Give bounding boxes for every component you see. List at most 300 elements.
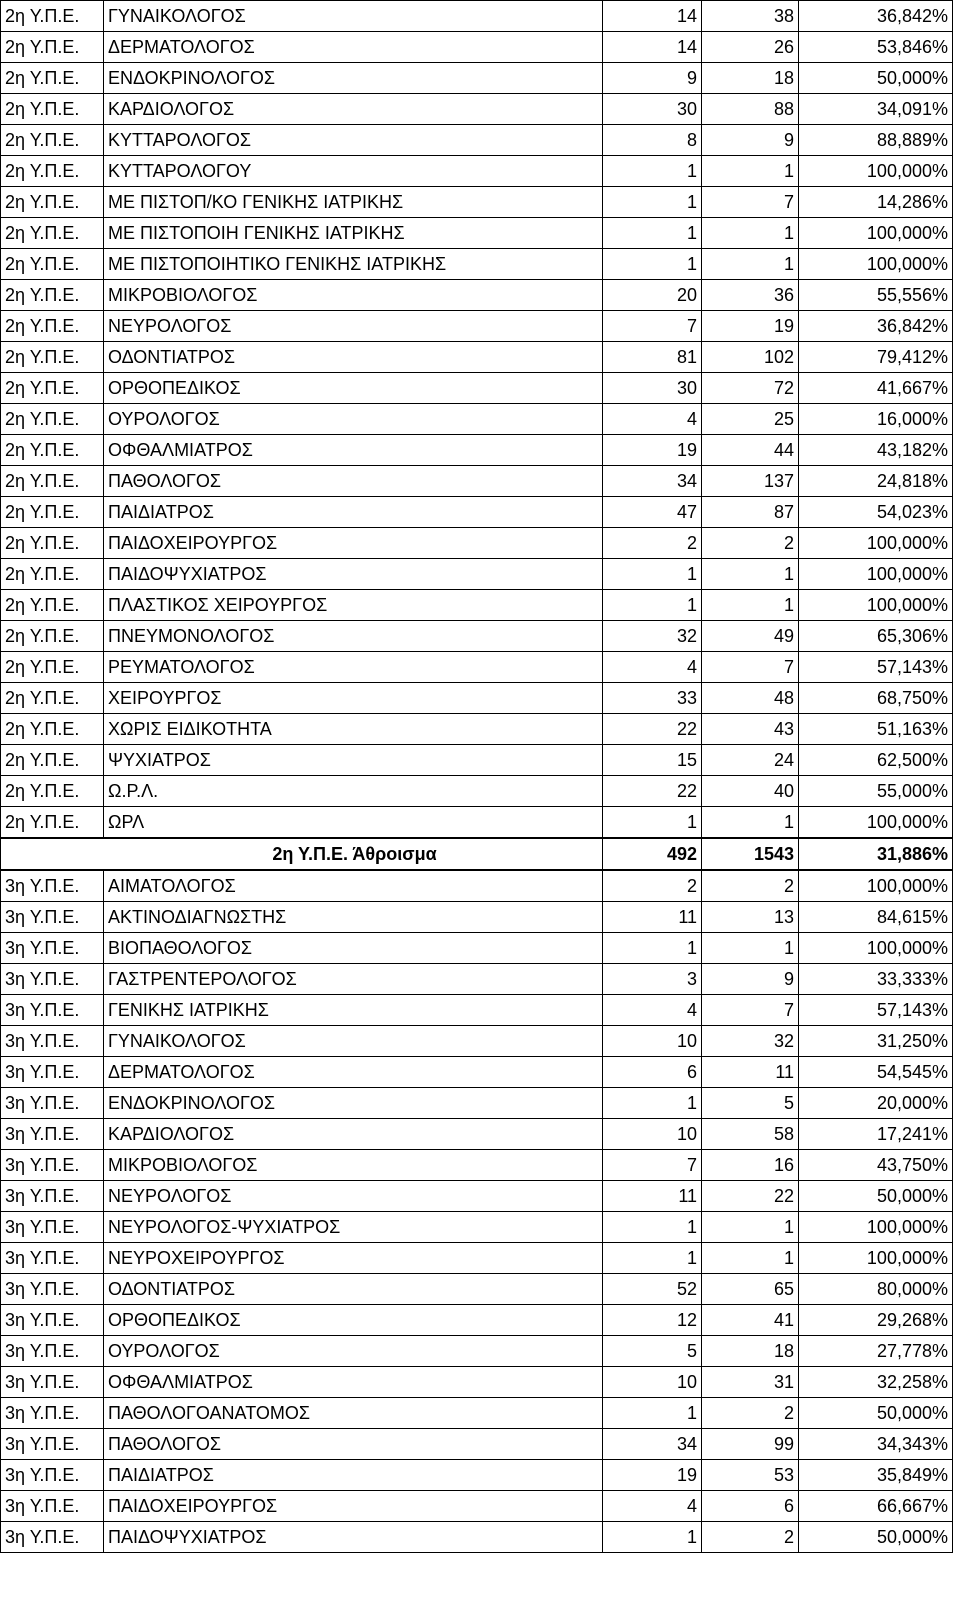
count-b-cell: 24 <box>702 745 799 776</box>
table-row <box>1 590 953 621</box>
region-cell: 2η Υ.Π.Ε. <box>1 621 104 652</box>
region-cell: 3η Υ.Π.Ε. <box>1 1429 104 1460</box>
region-cell: 2η Υ.Π.Ε. <box>1 63 104 94</box>
count-b-cell: 41 <box>702 1305 799 1336</box>
count-b-cell: 1 <box>702 590 799 621</box>
specialty-cell: ΧΕΙΡΟΥΡΓΟΣ <box>104 683 603 714</box>
table-row <box>1 652 953 683</box>
table-row <box>1 404 953 435</box>
count-a-cell: 34 <box>603 466 702 497</box>
percentage-cell: 100,000% <box>799 218 953 249</box>
count-b-cell: 7 <box>702 187 799 218</box>
count-a-cell: 81 <box>603 342 702 373</box>
region-cell: 3η Υ.Π.Ε. <box>1 1119 104 1150</box>
percentage-cell: 41,667% <box>799 373 953 404</box>
count-b-cell: 137 <box>702 466 799 497</box>
count-a-cell: 7 <box>603 1150 702 1181</box>
table-row <box>1 218 953 249</box>
count-a-cell: 4 <box>603 404 702 435</box>
percentage-cell: 100,000% <box>799 870 953 902</box>
table-row <box>1 342 953 373</box>
percentage-cell: 35,849% <box>799 1460 953 1491</box>
region-cell: 3η Υ.Π.Ε. <box>1 964 104 995</box>
region-cell: 2η Υ.Π.Ε. <box>1 125 104 156</box>
count-a-cell: 30 <box>603 373 702 404</box>
percentage-cell: 36,842% <box>799 1 953 32</box>
percentage-cell: 50,000% <box>799 1181 953 1212</box>
percentage-cell: 55,000% <box>799 776 953 807</box>
specialty-cell: ΟΦΘΑΛΜΙΑΤΡΟΣ <box>104 435 603 466</box>
count-b-cell: 2 <box>702 528 799 559</box>
count-a-cell: 10 <box>603 1026 702 1057</box>
table-row <box>1 94 953 125</box>
count-a-cell: 1 <box>603 249 702 280</box>
table-row <box>1 1181 953 1212</box>
table-row <box>1 1057 953 1088</box>
specialty-cell: ΠΑΙΔΟΧΕΙΡΟΥΡΓΟΣ <box>104 1491 603 1522</box>
count-a-cell: 3 <box>603 964 702 995</box>
count-b-cell: 49 <box>702 621 799 652</box>
table-row <box>1 1212 953 1243</box>
specialty-cell: ΠΑΙΔΟΨΥΧΙΑΤΡΟΣ <box>104 1522 603 1553</box>
count-a-cell: 1 <box>603 1522 702 1553</box>
specialty-cell: ΠΛΑΣΤΙΚΟΣ ΧΕΙΡΟΥΡΓΟΣ <box>104 590 603 621</box>
count-b-cell: 65 <box>702 1274 799 1305</box>
count-a-cell: 10 <box>603 1119 702 1150</box>
region-cell: 2η Υ.Π.Ε. <box>1 94 104 125</box>
specialty-cell: ΠΝΕΥΜΟΝΟΛΟΓΟΣ <box>104 621 603 652</box>
percentage-cell: 68,750% <box>799 683 953 714</box>
count-b-cell: 72 <box>702 373 799 404</box>
table-row <box>1 1 953 32</box>
count-a-cell: 32 <box>603 621 702 652</box>
specialty-cell: ΚΑΡΔΙΟΛΟΓΟΣ <box>104 1119 603 1150</box>
count-a-cell: 14 <box>603 32 702 63</box>
percentage-cell: 50,000% <box>799 1398 953 1429</box>
count-a-cell: 33 <box>603 683 702 714</box>
table-row <box>1 1119 953 1150</box>
count-a-cell: 6 <box>603 1057 702 1088</box>
region-cell: 2η Υ.Π.Ε. <box>1 745 104 776</box>
percentage-cell: 34,343% <box>799 1429 953 1460</box>
region-cell: 3η Υ.Π.Ε. <box>1 1522 104 1553</box>
count-a-cell: 9 <box>603 63 702 94</box>
count-b-cell: 2 <box>702 1522 799 1553</box>
region-cell: 2η Υ.Π.Ε. <box>1 807 104 839</box>
region-cell: 2η Υ.Π.Ε. <box>1 373 104 404</box>
count-b-cell: 2 <box>702 870 799 902</box>
percentage-cell: 32,258% <box>799 1367 953 1398</box>
specialty-cell: ΟΔΟΝΤΙΑΤΡΟΣ <box>104 342 603 373</box>
percentage-cell: 31,250% <box>799 1026 953 1057</box>
specialty-cell: ΟΥΡΟΛΟΓΟΣ <box>104 1336 603 1367</box>
region-cell: 2η Υ.Π.Ε. <box>1 187 104 218</box>
region-cell: 3η Υ.Π.Ε. <box>1 1460 104 1491</box>
specialty-cell: ΜΕ ΠΙΣΤΟΠΟΙΗΤΙΚΟ ΓΕΝΙΚΗΣ ΙΑΤΡΙΚΗΣ <box>104 249 603 280</box>
region-cell: 2η Υ.Π.Ε. <box>1 559 104 590</box>
percentage-cell: 100,000% <box>799 1243 953 1274</box>
specialty-cell: ΠΑΙΔΟΧΕΙΡΟΥΡΓΟΣ <box>104 528 603 559</box>
region-cell: 2η Υ.Π.Ε. <box>1 528 104 559</box>
table-row <box>1 1305 953 1336</box>
table-row <box>1 1460 953 1491</box>
count-b-cell: 7 <box>702 995 799 1026</box>
percentage-cell: 33,333% <box>799 964 953 995</box>
table-row <box>1 776 953 807</box>
count-b-cell: 11 <box>702 1057 799 1088</box>
specialty-cell: ΠΑΙΔΟΨΥΧΙΑΤΡΟΣ <box>104 559 603 590</box>
specialty-cell: ΜΕ ΠΙΣΤΟΠ/ΚΟ ΓΕΝΙΚΗΣ ΙΑΤΡΙΚΗΣ <box>104 187 603 218</box>
percentage-cell: 50,000% <box>799 63 953 94</box>
table-row <box>1 1274 953 1305</box>
count-a-cell: 22 <box>603 776 702 807</box>
region-cell: 2η Υ.Π.Ε. <box>1 311 104 342</box>
count-b-cell: 18 <box>702 63 799 94</box>
percentage-cell: 100,000% <box>799 590 953 621</box>
table-row <box>1 1398 953 1429</box>
table-row <box>1 1026 953 1057</box>
specialty-cell: ΟΡΘΟΠΕΔΙΚΟΣ <box>104 373 603 404</box>
count-a-cell: 11 <box>603 1181 702 1212</box>
region-cell: 2η Υ.Π.Ε. <box>1 683 104 714</box>
table-row <box>1 1336 953 1367</box>
count-b-cell: 9 <box>702 964 799 995</box>
table-row <box>1 559 953 590</box>
specialty-cell: ΜΙΚΡΟΒΙΟΛΟΓΟΣ <box>104 1150 603 1181</box>
percentage-cell: 84,615% <box>799 902 953 933</box>
region-cell: 3η Υ.Π.Ε. <box>1 1398 104 1429</box>
table-row <box>1 187 953 218</box>
count-a-cell: 4 <box>603 995 702 1026</box>
table-row <box>1 497 953 528</box>
count-b-cell: 1 <box>702 1243 799 1274</box>
specialty-cell: ΝΕΥΡΟΛΟΓΟΣ <box>104 311 603 342</box>
percentage-cell: 53,846% <box>799 32 953 63</box>
count-a-cell: 1 <box>603 1212 702 1243</box>
specialty-cell: ΠΑΘΟΛΟΓΟΑΝΑΤΟΜΟΣ <box>104 1398 603 1429</box>
region-cell: 3η Υ.Π.Ε. <box>1 1150 104 1181</box>
count-b-cell: 36 <box>702 280 799 311</box>
percentage-cell: 43,182% <box>799 435 953 466</box>
percentage-cell: 54,023% <box>799 497 953 528</box>
count-a-cell: 1 <box>603 933 702 964</box>
count-a-cell: 11 <box>603 902 702 933</box>
count-a-cell: 10 <box>603 1367 702 1398</box>
percentage-cell: 27,778% <box>799 1336 953 1367</box>
table-row <box>1 1243 953 1274</box>
count-b-cell: 99 <box>702 1429 799 1460</box>
table-row <box>1 156 953 187</box>
specialty-cell: Ω.Ρ.Λ. <box>104 776 603 807</box>
count-b-cell: 31 <box>702 1367 799 1398</box>
count-a-cell: 15 <box>603 745 702 776</box>
percentage-cell: 100,000% <box>799 807 953 839</box>
count-b-cell: 44 <box>702 435 799 466</box>
percentage-cell: 57,143% <box>799 652 953 683</box>
table-row <box>1 933 953 964</box>
specialty-cell: ΕΝΔΟΚΡΙΝΟΛΟΓΟΣ <box>104 63 603 94</box>
percentage-cell: 14,286% <box>799 187 953 218</box>
count-b-cell: 87 <box>702 497 799 528</box>
region-cell: 2η Υ.Π.Ε. <box>1 156 104 187</box>
percentage-cell: 65,306% <box>799 621 953 652</box>
region-cell: 3η Υ.Π.Ε. <box>1 902 104 933</box>
table-row <box>1 714 953 745</box>
specialty-cell: ΧΩΡΙΣ ΕΙΔΙΚΟΤΗΤΑ <box>104 714 603 745</box>
percentage-cell: 100,000% <box>799 156 953 187</box>
count-b-cell: 88 <box>702 94 799 125</box>
count-b-cell: 25 <box>702 404 799 435</box>
specialty-cell: ΠΑΙΔΙΑΤΡΟΣ <box>104 1460 603 1491</box>
percentage-cell: 57,143% <box>799 995 953 1026</box>
count-a-cell: 5 <box>603 1336 702 1367</box>
count-a-cell: 34 <box>603 1429 702 1460</box>
count-a-cell: 1 <box>603 1243 702 1274</box>
percentage-cell: 24,818% <box>799 466 953 497</box>
percentage-cell: 80,000% <box>799 1274 953 1305</box>
region-cell: 2η Υ.Π.Ε. <box>1 590 104 621</box>
count-a-cell: 4 <box>603 652 702 683</box>
region-cell: 3η Υ.Π.Ε. <box>1 1491 104 1522</box>
count-a-cell: 1 <box>603 807 702 839</box>
percentage-cell: 62,500% <box>799 745 953 776</box>
specialty-cell: ΓΕΝΙΚΗΣ ΙΑΤΡΙΚΗΣ <box>104 995 603 1026</box>
count-a-cell: 52 <box>603 1274 702 1305</box>
count-a-cell: 1 <box>603 218 702 249</box>
percentage-cell: 34,091% <box>799 94 953 125</box>
total-label-cell: 2η Υ.Π.Ε. Άθροισμα <box>1 838 603 870</box>
table-row <box>1 435 953 466</box>
specialty-cell: ΚΑΡΔΙΟΛΟΓΟΣ <box>104 94 603 125</box>
specialty-cell: ΓΥΝΑΙΚΟΛΟΓΟΣ <box>104 1026 603 1057</box>
region-cell: 3η Υ.Π.Ε. <box>1 1243 104 1274</box>
table-row <box>1 995 953 1026</box>
specialty-cell: ΟΥΡΟΛΟΓΟΣ <box>104 404 603 435</box>
percentage-cell: 66,667% <box>799 1491 953 1522</box>
specialty-cell: ΔΕΡΜΑΤΟΛΟΓΟΣ <box>104 1057 603 1088</box>
count-b-cell: 40 <box>702 776 799 807</box>
region-cell: 3η Υ.Π.Ε. <box>1 1057 104 1088</box>
percentage-cell: 79,412% <box>799 342 953 373</box>
table-row <box>1 311 953 342</box>
count-a-cell: 1 <box>603 156 702 187</box>
table-row <box>1 1150 953 1181</box>
specialty-cell: ΔΕΡΜΑΤΟΛΟΓΟΣ <box>104 32 603 63</box>
table-row <box>1 528 953 559</box>
percentage-cell: 100,000% <box>799 249 953 280</box>
specialty-cell: ΜΕ ΠΙΣΤΟΠΟΙΗ ΓΕΝΙΚΗΣ ΙΑΤΡΙΚΗΣ <box>104 218 603 249</box>
percentage-cell: 36,842% <box>799 311 953 342</box>
table-row <box>1 466 953 497</box>
count-a-cell: 4 <box>603 1491 702 1522</box>
region-cell: 2η Υ.Π.Ε. <box>1 404 104 435</box>
table-row <box>1 1367 953 1398</box>
region-cell: 2η Υ.Π.Ε. <box>1 342 104 373</box>
count-b-cell: 5 <box>702 1088 799 1119</box>
count-a-cell: 47 <box>603 497 702 528</box>
count-a-cell: 2 <box>603 528 702 559</box>
region-cell: 3η Υ.Π.Ε. <box>1 1336 104 1367</box>
table-row <box>1 280 953 311</box>
count-b-cell: 32 <box>702 1026 799 1057</box>
region-cell: 2η Υ.Π.Ε. <box>1 497 104 528</box>
table-row <box>1 870 953 902</box>
count-b-cell: 9 <box>702 125 799 156</box>
count-b-cell: 38 <box>702 1 799 32</box>
region-cell: 3η Υ.Π.Ε. <box>1 933 104 964</box>
specialty-cell: ΨΥΧΙΑΤΡΟΣ <box>104 745 603 776</box>
percentage-cell: 100,000% <box>799 528 953 559</box>
table-row <box>1 1429 953 1460</box>
count-a-cell: 1 <box>603 1398 702 1429</box>
count-a-cell: 1 <box>603 590 702 621</box>
table-row <box>1 32 953 63</box>
table-row <box>1 621 953 652</box>
count-a-cell: 1 <box>603 1088 702 1119</box>
percentage-cell: 88,889% <box>799 125 953 156</box>
specialty-cell: ΒΙΟΠΑΘΟΛΟΓΟΣ <box>104 933 603 964</box>
count-b-cell: 22 <box>702 1181 799 1212</box>
count-b-cell: 2 <box>702 1398 799 1429</box>
specialty-cell: ΝΕΥΡΟΛΟΓΟΣ <box>104 1181 603 1212</box>
specialty-cell: ΚΥΤΤΑΡΟΛΟΓΟΥ <box>104 156 603 187</box>
specialty-cell: ΟΦΘΑΛΜΙΑΤΡΟΣ <box>104 1367 603 1398</box>
count-a-cell: 19 <box>603 1460 702 1491</box>
count-b-cell: 6 <box>702 1491 799 1522</box>
region-cell: 2η Υ.Π.Ε. <box>1 714 104 745</box>
table-row <box>1 683 953 714</box>
total-row <box>1 838 953 870</box>
table-row <box>1 1522 953 1553</box>
count-a-cell: 12 <box>603 1305 702 1336</box>
region-cell: 2η Υ.Π.Ε. <box>1 652 104 683</box>
count-b-cell: 7 <box>702 652 799 683</box>
table-row <box>1 1491 953 1522</box>
percentage-cell: 17,241% <box>799 1119 953 1150</box>
count-a-cell: 1 <box>603 559 702 590</box>
count-a-cell: 22 <box>603 714 702 745</box>
count-b-cell: 43 <box>702 714 799 745</box>
count-a-cell: 1 <box>603 187 702 218</box>
region-cell: 2η Υ.Π.Ε. <box>1 466 104 497</box>
count-a-cell: 14 <box>603 1 702 32</box>
count-b-cell: 1 <box>702 559 799 590</box>
count-b-cell: 1 <box>702 1212 799 1243</box>
region-cell: 2η Υ.Π.Ε. <box>1 249 104 280</box>
region-cell: 2η Υ.Π.Ε. <box>1 435 104 466</box>
region-cell: 2η Υ.Π.Ε. <box>1 218 104 249</box>
count-b-cell: 58 <box>702 1119 799 1150</box>
table-row <box>1 125 953 156</box>
percentage-cell: 54,545% <box>799 1057 953 1088</box>
specialty-cell: ΚΥΤΤΑΡΟΛΟΓΟΣ <box>104 125 603 156</box>
specialty-cell: ΑΙΜΑΤΟΛΟΓΟΣ <box>104 870 603 902</box>
count-b-cell: 1 <box>702 933 799 964</box>
count-b-cell: 1 <box>702 156 799 187</box>
percentage-cell: 29,268% <box>799 1305 953 1336</box>
specialty-cell: ΠΑΘΟΛΟΓΟΣ <box>104 466 603 497</box>
percentage-cell: 43,750% <box>799 1150 953 1181</box>
percentage-cell: 20,000% <box>799 1088 953 1119</box>
total-count-b-cell: 1543 <box>702 838 799 870</box>
count-b-cell: 48 <box>702 683 799 714</box>
specialty-cell: ΑΚΤΙΝΟΔΙΑΓΝΩΣΤΗΣ <box>104 902 603 933</box>
region-cell: 2η Υ.Π.Ε. <box>1 1 104 32</box>
count-b-cell: 1 <box>702 218 799 249</box>
specialty-cell: ΕΝΔΟΚΡΙΝΟΛΟΓΟΣ <box>104 1088 603 1119</box>
percentage-cell: 100,000% <box>799 1212 953 1243</box>
count-b-cell: 1 <box>702 249 799 280</box>
total-percentage-cell: 31,886% <box>799 838 953 870</box>
count-b-cell: 16 <box>702 1150 799 1181</box>
count-a-cell: 2 <box>603 870 702 902</box>
count-b-cell: 19 <box>702 311 799 342</box>
percentage-cell: 100,000% <box>799 559 953 590</box>
region-cell: 3η Υ.Π.Ε. <box>1 870 104 902</box>
specialty-cell: ΓΥΝΑΙΚΟΛΟΓΟΣ <box>104 1 603 32</box>
region-cell: 3η Υ.Π.Ε. <box>1 1181 104 1212</box>
region-cell: 3η Υ.Π.Ε. <box>1 1367 104 1398</box>
table-row <box>1 745 953 776</box>
region-cell: 2η Υ.Π.Ε. <box>1 280 104 311</box>
region-cell: 3η Υ.Π.Ε. <box>1 1088 104 1119</box>
specialty-cell: ΓΑΣΤΡΕΝΤΕΡΟΛΟΓΟΣ <box>104 964 603 995</box>
count-b-cell: 53 <box>702 1460 799 1491</box>
specialty-cell: ΝΕΥΡΟΧΕΙΡΟΥΡΓΟΣ <box>104 1243 603 1274</box>
count-a-cell: 19 <box>603 435 702 466</box>
region-cell: 2η Υ.Π.Ε. <box>1 32 104 63</box>
region-cell: 2η Υ.Π.Ε. <box>1 776 104 807</box>
count-b-cell: 102 <box>702 342 799 373</box>
specialty-cell: ΟΡΘΟΠΕΔΙΚΟΣ <box>104 1305 603 1336</box>
region-cell: 3η Υ.Π.Ε. <box>1 995 104 1026</box>
percentage-cell: 51,163% <box>799 714 953 745</box>
table-row <box>1 1088 953 1119</box>
percentage-cell: 50,000% <box>799 1522 953 1553</box>
table-row <box>1 373 953 404</box>
count-a-cell: 8 <box>603 125 702 156</box>
count-b-cell: 13 <box>702 902 799 933</box>
specialty-cell: ΝΕΥΡΟΛΟΓΟΣ-ΨΥΧΙΑΤΡΟΣ <box>104 1212 603 1243</box>
table-row <box>1 249 953 280</box>
percentage-cell: 55,556% <box>799 280 953 311</box>
specialty-cell: ΠΑΘΟΛΟΓΟΣ <box>104 1429 603 1460</box>
region-cell: 3η Υ.Π.Ε. <box>1 1212 104 1243</box>
region-cell: 3η Υ.Π.Ε. <box>1 1274 104 1305</box>
count-b-cell: 26 <box>702 32 799 63</box>
specialty-cell: ΟΔΟΝΤΙΑΤΡΟΣ <box>104 1274 603 1305</box>
table-body <box>1 1 953 1553</box>
region-cell: 3η Υ.Π.Ε. <box>1 1026 104 1057</box>
count-b-cell: 1 <box>702 807 799 839</box>
specialty-cell: ΡΕΥΜΑΤΟΛΟΓΟΣ <box>104 652 603 683</box>
total-count-a-cell: 492 <box>603 838 702 870</box>
count-a-cell: 7 <box>603 311 702 342</box>
specialty-cell: ΜΙΚΡΟΒΙΟΛΟΓΟΣ <box>104 280 603 311</box>
specialty-cell: ΩΡΛ <box>104 807 603 839</box>
table-row <box>1 807 953 839</box>
percentage-cell: 16,000% <box>799 404 953 435</box>
table-row <box>1 63 953 94</box>
specialty-cell: ΠΑΙΔΙΑΤΡΟΣ <box>104 497 603 528</box>
table-row <box>1 964 953 995</box>
count-a-cell: 20 <box>603 280 702 311</box>
table-row <box>1 902 953 933</box>
count-a-cell: 30 <box>603 94 702 125</box>
percentage-cell: 100,000% <box>799 933 953 964</box>
region-cell: 3η Υ.Π.Ε. <box>1 1305 104 1336</box>
count-b-cell: 18 <box>702 1336 799 1367</box>
